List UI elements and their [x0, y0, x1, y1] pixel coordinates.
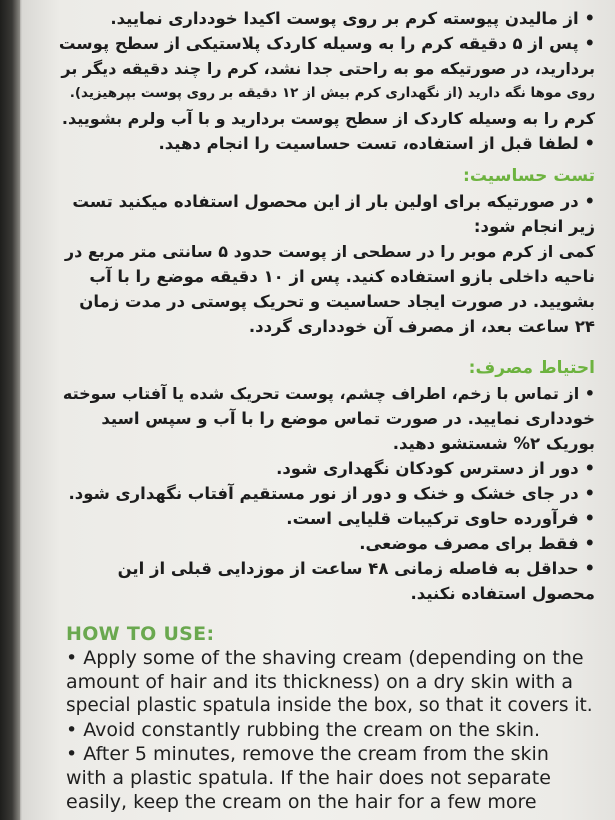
- persian-line: • از تماس با زخم، اطراف چشم، پوست تحریک شده یا آفتاب سوخته: [62, 384, 595, 403]
- english-line: • Apply some of the shaving cream (depending on the: [66, 647, 584, 669]
- persian-line: • در جای خشک و خنک و دور از نور مستقیم آفتاب نگهداری شود.: [68, 484, 595, 503]
- english-line: amount of hair and its thickness) on a dry skin with a: [66, 671, 573, 693]
- persian-line: بشویید. در صورت ایجاد حساسیت و تحریک پوستی در مدت زمان: [79, 292, 595, 311]
- persian-line: • لطفا قبل از استفاده، تست حساسیت را انجام دهید.: [158, 134, 595, 153]
- box-edge-shadow: [0, 0, 20, 820]
- english-instructions: [66, 622, 599, 814]
- english-line: easily, keep the cream on the hair for a few more: [66, 791, 537, 813]
- persian-line: زیر انجام شود:: [473, 217, 595, 236]
- english-line: • Avoid constantly rubbing the cream on the skin.: [66, 719, 541, 741]
- persian-line: بوریک ۲% شستشو دهید.: [392, 434, 595, 453]
- sensitivity-test-section: [52, 164, 595, 339]
- caution-heading: احتیاط مصرف:: [468, 358, 595, 378]
- persian-line: کمی از کرم موبر را در سطحی از پوست حدود ۵ سانتی متر مربع در: [64, 242, 595, 261]
- how-to-use-heading: HOW TO USE:: [66, 623, 215, 645]
- english-line: special plastic spatula inside the box, so that it covers it.: [66, 695, 593, 716]
- persian-line: محصول استفاده نکنید.: [410, 584, 595, 603]
- persian-line: بردارید، در صورتیکه مو به راحتی جدا نشد، کرم را چند دقیقه دیگر بر: [61, 59, 595, 78]
- product-label: [22, 0, 615, 820]
- caution-section: [52, 356, 595, 606]
- english-line: • After 5 minutes, remove the cream from the skin: [66, 743, 549, 765]
- persian-line: ۲۴ ساعت بعد، از مصرف آن خودداری گردد.: [248, 317, 595, 336]
- persian-line: • در صورتیکه برای اولین بار از این محصول استفاده میکنید تست: [72, 192, 595, 211]
- persian-line: • دور از دسترس کودکان نگهداری شود.: [276, 459, 595, 478]
- persian-line: کرم را به وسیله کاردک از سطح پوست بردارید و با آب ولرم بشویید.: [61, 109, 595, 128]
- persian-line: ناحیه داخلی بازو استفاده کنید. پس از ۱۰ دقیقه موضع را با آب: [89, 267, 595, 286]
- persian-line: خودداری نمایید. در صورت تماس موضع را با آب و سپس اسید: [101, 409, 595, 428]
- persian-line: • فقط برای مصرف موضعی.: [359, 534, 595, 553]
- persian-line: • حداقل به فاصله زمانی ۴۸ ساعت از موزدایی قبلی از این: [117, 559, 595, 578]
- persian-instructions: [52, 6, 595, 156]
- persian-line: • از مالیدن پیوسته کرم بر روی پوست اکیدا خودداری نمایید.: [110, 9, 595, 28]
- english-line: with a plastic spatula. If the hair does not separate: [66, 767, 551, 789]
- persian-line: روی موها نگه دارید (از نگهداری کرم بیش از ۱۲ دقیقه بر روی پوست بپرهیزید).: [69, 85, 595, 101]
- sensitivity-heading: تست حساسیت:: [463, 166, 595, 186]
- persian-line: • فرآورده حاوی ترکیبات قلیایی است.: [286, 509, 595, 528]
- persian-line: • پس از ۵ دقیقه کرم را به وسیله کاردک پلاستیکی از سطح پوست: [58, 34, 595, 53]
